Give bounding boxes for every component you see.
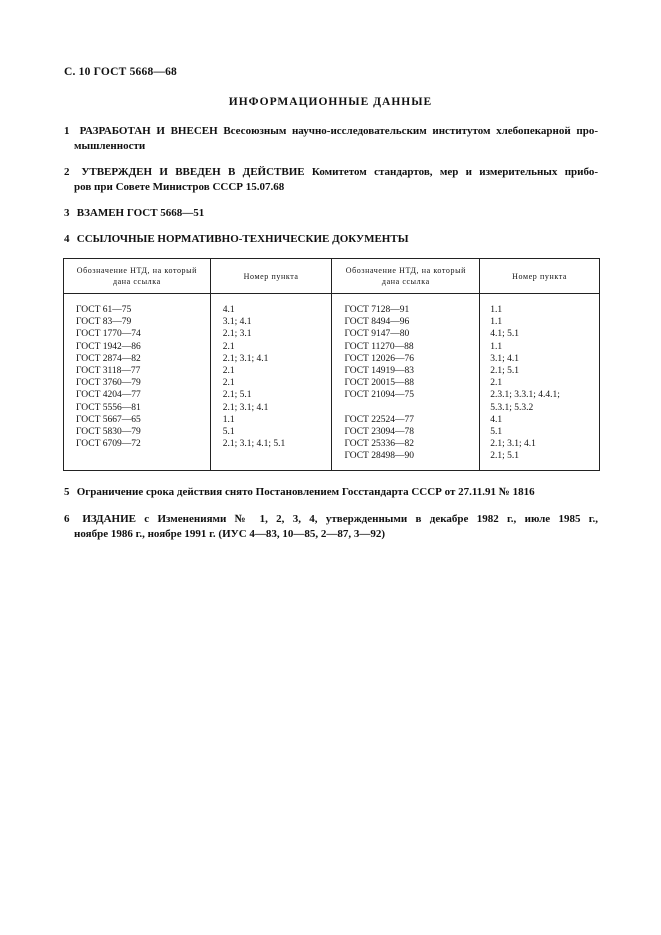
section-text: Ограничение срока действия снято Постановлением Госстандарта СССР от 27.11.91 № 1816 (76, 486, 535, 498)
cell-entry: 2.1 (490, 378, 503, 389)
section-text-line1: УТВЕРЖДЕН И ВВЕДЕН В ДЕЙСТВИЕ Комитетом стандартов, мер и измерительных прибо- (81, 166, 599, 178)
cell-entry: 2.1 (222, 378, 235, 389)
cell-entry: 2.1 (222, 366, 235, 377)
cell-entry: ГОСТ 7128—91 (344, 305, 410, 315)
right-items-cell (480, 294, 600, 471)
header-item-number: Номер пункта (210, 259, 332, 294)
cell-entry: 3.1; 4.1 (222, 317, 252, 328)
cell-entry: ГОСТ 22524—77 (344, 414, 414, 425)
cell-entry: 2.3.1; 3.3.1; 4.4.1; (490, 390, 560, 401)
section-number: 4 (64, 233, 70, 245)
section-edition (64, 512, 598, 542)
cell-entry: ГОСТ 9147—80 (344, 329, 410, 340)
cell-entry: 2.1; 3.1; 4.1; 5.1 (222, 439, 286, 450)
cell-entry: 4.1; 5.1 (490, 329, 519, 340)
section-approved (64, 165, 598, 195)
header-item-number: Номер пункта (480, 259, 600, 294)
section-text-line2: ров при Совете Министров СССР 15.07.68 (74, 181, 285, 193)
header-ntd-designation: Обозначение НТД, на который дана ссылка (64, 259, 211, 294)
cell-entry: 4.1 (222, 305, 235, 315)
cell-entry: 5.1 (222, 427, 235, 438)
cell-entry: 4.1 (490, 414, 503, 425)
cell-entry: ГОСТ 5556—81 (76, 402, 141, 413)
cell-entry: 1.1 (490, 341, 503, 352)
cell-entry: ГОСТ 14919—83 (344, 366, 414, 377)
cell-entry: ГОСТ 3118—77 (76, 366, 141, 377)
cell-entry: 2.1; 5.1 (490, 451, 519, 462)
section-reference-documents (64, 232, 598, 247)
cell-entry: ГОСТ 20015—88 (344, 378, 414, 389)
cell-entry: 2.1; 3.1; 4.1 (490, 439, 536, 450)
table-header-row (64, 259, 600, 294)
document-title: ИНФОРМАЦИОННЫЕ ДАННЫЕ (228, 96, 433, 108)
cell-entry: 1.1 (490, 305, 503, 315)
section-text-line2: ноябре 1986 г., ноябре 1991 г. (ИУС 4—83, 10—85, 2—87, 3—92) (74, 528, 386, 540)
section-number: 3 (64, 207, 70, 219)
cell-entry: ГОСТ 3760—79 (76, 378, 141, 389)
cell-entry: ГОСТ 12026—76 (344, 353, 414, 364)
cell-entry: 2.1; 3.1; 4.1 (222, 353, 269, 364)
cell-entry: ГОСТ 5667—65 (76, 414, 141, 425)
cell-entry: ГОСТ 23094—78 (344, 427, 414, 438)
cell-entry: ГОСТ 11270—88 (344, 341, 414, 352)
section-text: ССЫЛОЧНЫЕ НОРМАТИВНО-ТЕХНИЧЕСКИЕ ДОКУМЕНТЫ (76, 233, 409, 245)
cell-entry: 5.1 (490, 427, 503, 438)
cell-entry: 1.1 (222, 414, 235, 425)
right-docs-cell (332, 294, 480, 471)
section-number: 1 (64, 125, 70, 137)
cell-entry: 2.1; 3.1 (222, 329, 252, 340)
cell-entry: ГОСТ 4204—77 (76, 390, 141, 401)
left-docs-cell (64, 294, 211, 471)
section-validity (64, 485, 598, 500)
cell-entry: 5.3.1; 5.3.2 (490, 402, 534, 413)
cell-entry: 3.1; 4.1 (490, 353, 519, 364)
section-text-line1: ИЗДАНИЕ с Изменениями № 1, 2, 3, 4, утвержденными в декабре 1982 г., июле 1985 г., (82, 513, 599, 525)
cell-entry: 2.1; 5.1 (490, 366, 519, 377)
cell-entry: ГОСТ 21094—75 (344, 390, 414, 401)
cell-entry: ГОСТ 1942—86 (76, 341, 141, 352)
cell-entry: ГОСТ 6709—72 (76, 439, 141, 450)
cell-entry: ГОСТ 2874—82 (76, 353, 141, 364)
section-number: 6 (64, 513, 70, 525)
cell-entry: 1.1 (490, 317, 503, 328)
cell-entry: 2.1; 5.1 (222, 390, 252, 401)
reference-documents-table (63, 258, 600, 471)
header-ntd-designation: Обозначение НТД, на который дана ссылка (332, 259, 480, 294)
cell-entry: ГОСТ 83—79 (76, 317, 132, 328)
cell-entry: ГОСТ 8494—96 (344, 317, 410, 328)
cell-entry: ГОСТ 1770—74 (76, 329, 141, 340)
section-text-line1: РАЗРАБОТАН И ВНЕСЕН Всесоюзным научно-исследовательским институтом хлебопекарной про- (79, 125, 598, 137)
section-text: ВЗАМЕН ГОСТ 5668—51 (76, 207, 205, 219)
section-number: 2 (64, 166, 70, 178)
cell-entry: 2.1; 3.1; 4.1 (222, 402, 269, 413)
section-developed-by (64, 124, 598, 154)
cell-entry: 2.1 (222, 341, 235, 352)
cell-entry: ГОСТ 25336—82 (344, 439, 414, 450)
section-text-line2: мышленности (74, 140, 146, 152)
cell-entry: ГОСТ 5830—79 (76, 427, 141, 438)
cell-entry (344, 402, 479, 414)
table-row (64, 294, 600, 471)
section-number: 5 (64, 486, 70, 498)
page-header: С. 10 ГОСТ 5668—68 (64, 66, 177, 78)
cell-entry: ГОСТ 61—75 (76, 305, 132, 315)
cell-entry: ГОСТ 28498—90 (344, 451, 414, 462)
left-items-cell (210, 294, 332, 471)
section-replaces (64, 206, 598, 221)
